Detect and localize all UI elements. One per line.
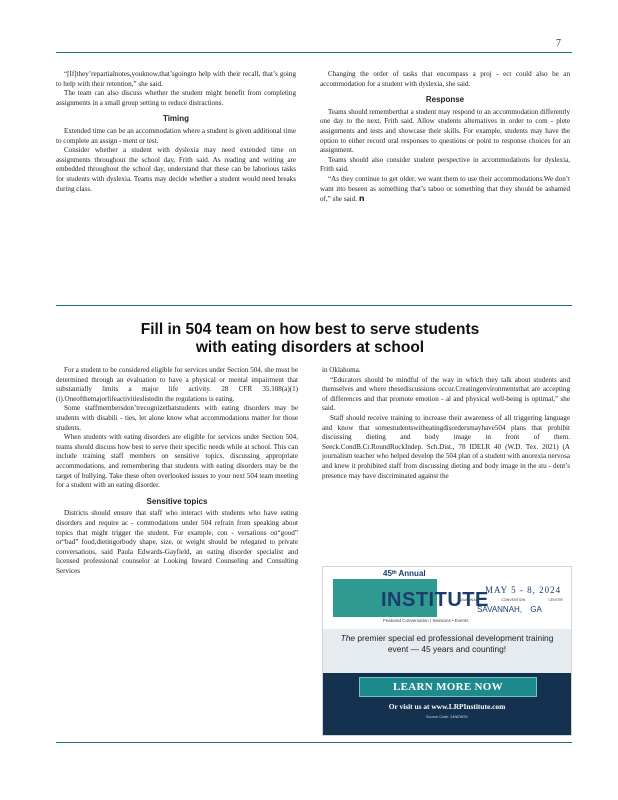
ad-logo-tagline: Featured Conversation | Sessions • Events bbox=[383, 618, 469, 623]
ad-tagline-text: premier special ed professional development training event — 45 years and counting! bbox=[357, 633, 554, 654]
paragraph: in Oklahoma. bbox=[322, 366, 361, 374]
article-headline bbox=[60, 321, 560, 357]
institute-logo-word: INSTITUTE bbox=[381, 589, 489, 611]
paragraph: The team can also discuss whether the student might benefit from completing assignments in a small group setting to reduce distractions. bbox=[56, 89, 296, 107]
bottom-rule bbox=[56, 742, 572, 743]
paragraph: “Educators should be mindful of the way in which they talk about students and themselves and where thesediscussions occur.Creatingenvironmentsthat are accepting of differences and that promote emotion - al and physical well-being is optimal,” she said. bbox=[322, 375, 570, 413]
institute-ad[interactable] bbox=[322, 566, 572, 736]
section-rule bbox=[56, 305, 572, 306]
paragraph: Consider whether a student with dyslexia may need extended time on assignments throughout the school day, Frith said. As reading and writing are embedded throughout the school day, understand that these can be laborious tasks for students with dyslexia. Teams may decide whether a student would need breaks during class. bbox=[56, 146, 296, 193]
paragraph: For a student to be considered eligible for services under Section 504, she must be determined through an evaluation to have a physical or mental impairment that substantially limits a major life activity. 28 CFR 35.108(a)(1)(i).Oneofthemajorlifeactivitieslistedin the regulations is eating. bbox=[56, 366, 298, 403]
paragraph: Teams should rememberthat a student may respond to an accommodation differently one day to the next, Frith said. Allow students alternatives in order to com - plete assignments and tests and showcase their skills. For example, students may have the option to either record oral responses to questions or point to response choices for an assignment. bbox=[320, 107, 570, 155]
headline-line-1: Fill in 504 team on how best to serve students bbox=[140, 321, 480, 338]
ad-source-code: Source Code: 24NEWS1 bbox=[426, 715, 468, 719]
paragraph: Teams should also consider student perspective in accommodations for dyslexia, Frith said. bbox=[320, 155, 570, 174]
bottom-left-column bbox=[56, 366, 298, 576]
page-number: 7 bbox=[556, 38, 561, 49]
ad-anniversary: 45ᵗʰ Annual bbox=[383, 569, 426, 578]
ad-venue: SAVANNAH CONVENTION CENTER bbox=[459, 598, 563, 602]
sensitive-topics-heading: Sensitive topics bbox=[146, 496, 208, 506]
paragraph: Districts should ensure that staff who interact with students who have eating disorders and require ac - commodations under 504 refrain from speaking about topics that might trigger the student. For example, con - versations on“good” or“bad” food,dietingorbody shape, size, or weight should be relegated to private conversations, said Paula Edwards-Gayfield, an eating disorder specialist and licensed professional counselor at Looking Inward Counseling and Consulting Services bbox=[56, 509, 298, 575]
ad-tagline-the: The bbox=[340, 633, 356, 643]
ad-city: SAVANNAH, GA bbox=[477, 605, 542, 614]
paragraph: Extended time can be an accommodation where a student is given additional time to complete an assign - ment or test. bbox=[56, 126, 296, 145]
quote-text: “As they continue to get older, we want them to use their accommodations.We don’t want itto beseen as something that’s taboo or something that they should be ashamed of,” she said. bbox=[320, 174, 570, 204]
top-rule bbox=[56, 52, 572, 53]
paragraph: Staff should receive training to increase their awareness of all triggering language and know that somestudentswitheatingdisordersmayhave504 plans that prohibit discussing dieting and body image in front of them. Seeck.CondB.Cr.RoundRockIndep. Sch.Dist., 78 IDELR 40 (W.D. Tex. 2021) (A journalism teacher who helped develop the 504 plan of a student with anorexia nervosa and knew it prohibited staff from discussing dieting and body image in the stu - dent’s presence may have discriminated against the bbox=[322, 413, 570, 480]
ad-website-link[interactable]: Or visit us at www.LRPInstitute.com bbox=[388, 702, 506, 711]
end-mark: n bbox=[358, 194, 365, 204]
paragraph: Changing the order of tasks that encompass a proj - ect could also be an accommodation for a student with dyslexia, she said. bbox=[320, 70, 570, 88]
timing-heading: Timing bbox=[162, 114, 190, 124]
learn-more-button[interactable]: LEARN MORE NOW bbox=[359, 677, 537, 697]
headline-line-2: with eating disorders at school bbox=[195, 339, 425, 356]
paragraph: Some staffmembersdon’trecognizethatstudents with eating disorders may be students with disabili - ties, let alone know what accommodations matter for those students. bbox=[56, 404, 298, 432]
top-left-column bbox=[56, 70, 296, 194]
paragraph bbox=[320, 175, 570, 205]
paragraph: When students with eating disorders are eligible for services under Section 504, teams should discuss how best to serve their specific needs while at school. This can include training staff members on sensitive topics, discussing appropriate accommodations, and remembering that students with eating disorders may be the target of bullying. Take these often overlooked issues to your next 504 team meeting for a student with an eating disorder. bbox=[56, 433, 298, 490]
paragraph: “[If]they’repartialnotes,youknow,that’sgoingto help with their recall, that’s going to help with their retention,” she said. bbox=[56, 70, 296, 88]
ad-event-date: MAY 5 - 8, 2024 bbox=[485, 585, 562, 595]
bottom-right-column bbox=[322, 366, 570, 481]
response-heading: Response bbox=[425, 95, 465, 105]
ad-tagline bbox=[337, 633, 557, 655]
top-right-column bbox=[320, 70, 570, 205]
